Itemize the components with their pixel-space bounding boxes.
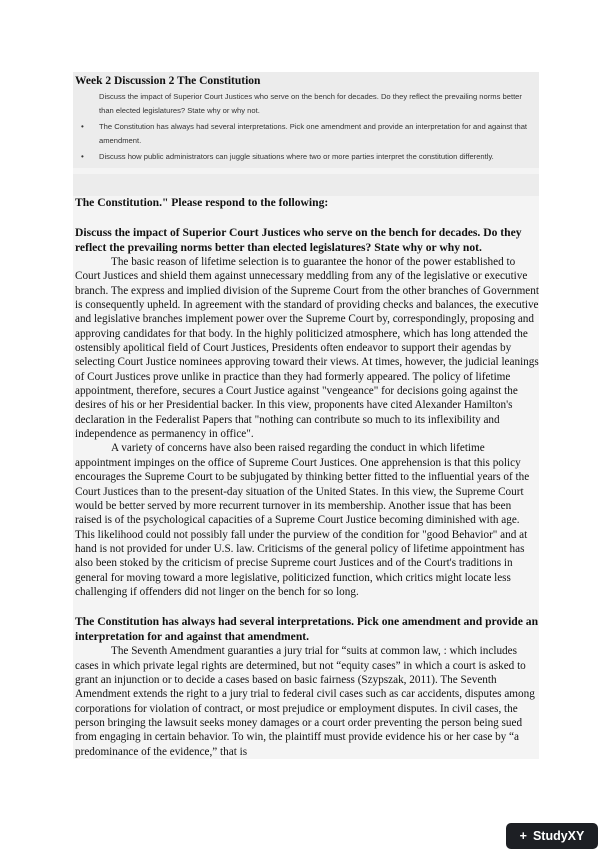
response-body — [73, 168, 539, 760]
bullet-dot-icon: • — [81, 152, 84, 161]
assignment-bullet-list — [75, 120, 537, 164]
document-content — [73, 72, 539, 759]
plus-icon: + — [519, 829, 527, 843]
studyxy-logo[interactable] — [506, 823, 598, 849]
assignment-title: Week 2 Discussion 2 The Constitution — [75, 75, 261, 87]
assignment-header — [73, 72, 539, 168]
brand-name: StudyXY — [532, 829, 585, 843]
section-gap — [75, 210, 539, 226]
header-gap — [73, 174, 539, 196]
response-lead: The Constitution." Please respond to the following: — [75, 195, 329, 209]
bullet-dot-icon: • — [81, 122, 84, 131]
assignment-intro: Discuss the impact of Superior Court Justices who serve on the bench for decades. Do they reflect the prevailing norms better than elected legislatures? State why or why not. — [99, 92, 522, 115]
question-1-heading: Discuss the impact of Superior Court Justices who serve on the bench for decades. Do they reflect the prevailing norms better than elected legislatures? State why or why not. — [75, 226, 522, 254]
bullet-text: Discuss how public administrators can juggle situations where two or more parties interpret the constitution differently. — [99, 152, 494, 161]
assignment-bullet — [75, 120, 537, 147]
question-2-paragraph-1: The Seventh Amendment guaranties a jury trial for “suits at common law, : which includes cases in which private legal rights are determined, but not “equity cases” in which a court is asked to grant an injunction or to decide a cases based on basic fairness (Szypszak, 2011). The Seventh Amendment extends the right to a jury trial to federal civil cases such as car accidents, disputes among corporations for violation of contract, or most prejudice or employment disputes. In civil cases, the person bringing the lawsuit seeks money damages or a court order preventing the person being sued from engaging in certain behavior. To win, the plaintiff must provide evidence his or her case by “a predominance of the evidence,” that is — [75, 645, 535, 758]
question-2-heading: The Constitution has always had several interpretations. Pick one amendment and provide an interpretation for and against that amendment. — [75, 615, 539, 643]
bullet-text: The Constitution has always had several interpretations. Pick one amendment and provide an interpretation for and against that amendment. — [99, 122, 528, 145]
assignment-bullet — [75, 150, 537, 164]
section-gap — [75, 599, 539, 615]
question-1-paragraph-2: A variety of concerns have also been raised regarding the conduct in which lifetime appointment impinges on the office of Supreme Court Justices. One apprehension is that this policy encourages the Supreme Court to be subjugated by thinking better fitted to the influential years of the Court Justices than to the present-day situation of the United States. In this view, the Supreme Court would be better served by more recurrent turnover in its membership. Another issue that has been raised is of the psychological capacities of a Supreme Court Justice becoming diminished with age. This likelihood could not possibly fall under the purview of the condition for "good Behavior" and at hand is not provided for under U.S. law. Criticisms of the general policy of lifetime appointment has also been stoked by the criticism of precise Supreme court Justices and of the Court's traditions in general for moving toward a more legislative, politicized function, which critics might locate less challenging if offenders did not linger on the bench for so long. — [75, 442, 530, 598]
question-1-paragraph-1: The basic reason of lifetime selection is to guarantee the honor of the power established to Court Justices and shield them against unnecessary meddling from any of the legislative or executive branch. The express and implied division of the Supreme Court from the other branches of Government is consequently upheld. In agreement with the standard of providing checks and balances, the executive and legislative branches implement power over the Supreme Court by, correspondingly, proposing and approving candidates for that body. In the highly politicized atmosphere, which has long attended the ostensibly apolitical field of Court Justices, Presidents often endeavor to support their agendas by selecting Court Justice nominees approving toward their views. At times, however, the judicial leanings of Court Justices prove unlike in practice than they had formerly appeared. The policy of lifetime appointment, therefore, secures a Court Justice against "vengeance" for decisions going against the desires of his or her Presidential backer. In this view, proponents have cited Alexander Hamilton's declaration in the Federalist Papers that "nothing can contribute so much to its inflexibility and independence as permanency in office". — [75, 256, 539, 441]
